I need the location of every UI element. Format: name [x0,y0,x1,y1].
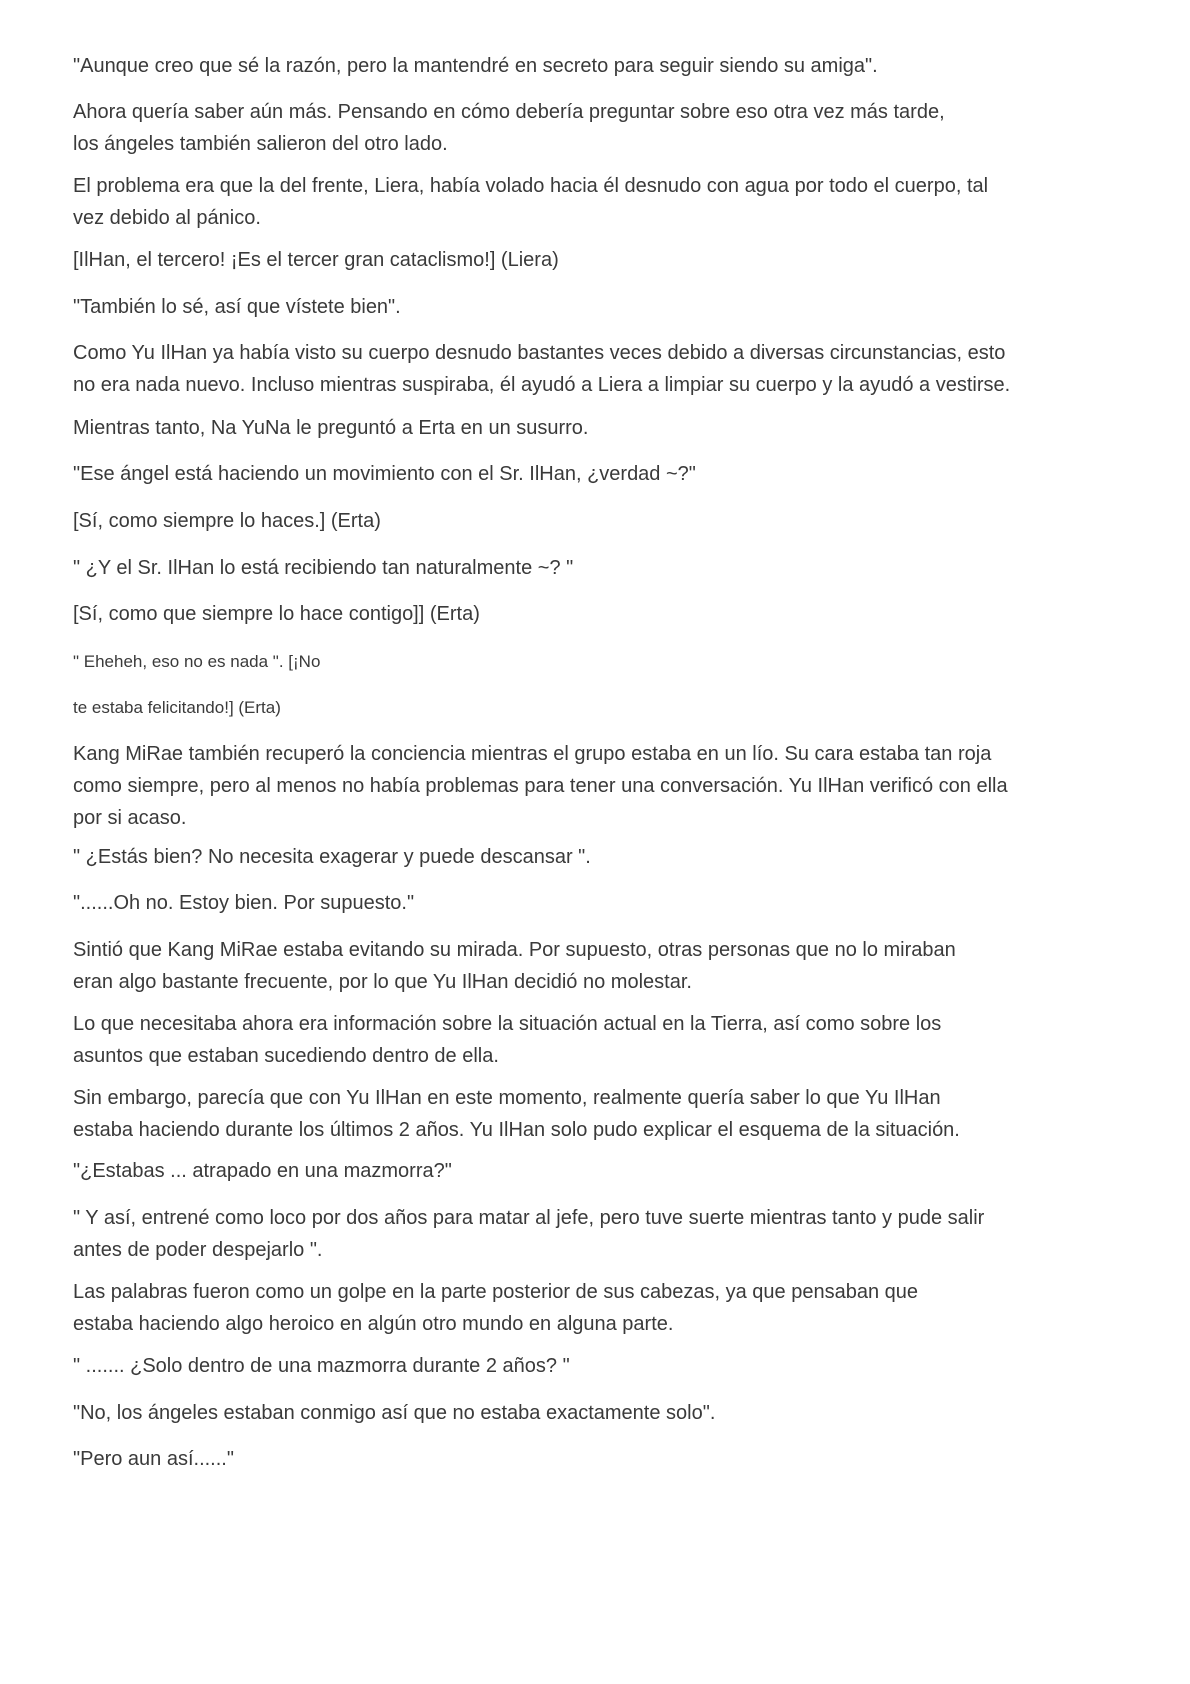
paragraph-13: te estaba felicitando!] (Erta) [73,698,281,717]
paragraph-5: "También lo sé, así que vístete bien". [73,296,401,318]
paragraph-15: " ¿Estás bien? No necesita exagerar y puede descansar ". [73,846,591,868]
paragraph-1: "Aunque creo que sé la razón, pero la mantendré en secreto para seguir siendo su amiga". [73,55,878,77]
paragraph-17: Sintió que Kang MiRae estaba evitando su mirada. Por supuesto, otras personas que no lo miraban eran algo bastante frecuente, por lo que Yu IlHan decidió no molestar. [73,939,956,993]
paragraph-9: [Sí, como siempre lo haces.] (Erta) [73,510,381,532]
paragraph-16: "......Oh no. Estoy bien. Por supuesto." [73,892,415,914]
paragraph-8: "Ese ángel está haciendo un movimiento con el Sr. IlHan, ¿verdad ~?" [73,463,696,485]
paragraph-11: [Sí, como que siempre lo hace contigo]] (Erta) [73,603,480,625]
paragraph-6: Como Yu IlHan ya había visto su cuerpo desnudo bastantes veces debido a diversas circunstancias, esto no era nada nuevo. Incluso mientras suspiraba, él ayudó a Liera a limpiar su cuerpo y la ayudó a vestirse. [73,342,1011,396]
paragraph-10: " ¿Y el Sr. IlHan lo está recibiendo tan naturalmente ~? " [73,557,574,579]
paragraph-12: " Eheheh, eso no es nada ". [¡No [73,652,321,671]
paragraph-20: "¿Estabas ... atrapado en una mazmorra?" [73,1160,452,1182]
paragraph-23: " ....... ¿Solo dentro de una mazmorra durante 2 años? " [73,1355,570,1377]
paragraph-24: "No, los ángeles estaban conmigo así que no estaba exactamente solo". [73,1402,716,1424]
paragraph-18: Lo que necesitaba ahora era información sobre la situación actual en la Tierra, así como sobre los asuntos que estaban sucediendo dentro de ella. [73,1013,942,1067]
paragraph-22: Las palabras fueron como un golpe en la parte posterior de sus cabezas, ya que pensaban que estaba haciendo algo heroico en algún otro mundo en alguna parte. [73,1281,919,1335]
paragraph-4: [IlHan, el tercero! ¡Es el tercer gran cataclismo!] (Liera) [73,249,559,271]
paragraph-2: Ahora quería saber aún más. Pensando en cómo debería preguntar sobre eso otra vez más tarde, los ángeles también salieron del otro lado. [73,101,945,155]
paragraph-7: Mientras tanto, Na YuNa le preguntó a Erta en un susurro. [73,417,589,439]
paragraph-19: Sin embargo, parecía que con Yu IlHan en este momento, realmente quería saber lo que Yu IlHan estaba haciendo durante los últimos 2 años. Yu IlHan solo pudo explicar el esquema de la situación. [73,1087,960,1141]
paragraph-14: Kang MiRae también recuperó la conciencia mientras el grupo estaba en un lío. Su cara estaba tan roja como siempre, pero al menos no había problemas para tener una conversación. Yu IlHan verificó con ella por si acaso. [73,743,1008,829]
paragraph-21: " Y así, entrené como loco por dos años para matar al jefe, pero tuve suerte mientras tanto y pude salir antes de poder despejarlo ". [73,1207,985,1261]
paragraph-3: El problema era que la del frente, Liera, había volado hacia él desnudo con agua por todo el cuerpo, tal vez debido al pánico. [73,175,989,229]
paragraph-25: "Pero aun así......" [73,1448,234,1470]
